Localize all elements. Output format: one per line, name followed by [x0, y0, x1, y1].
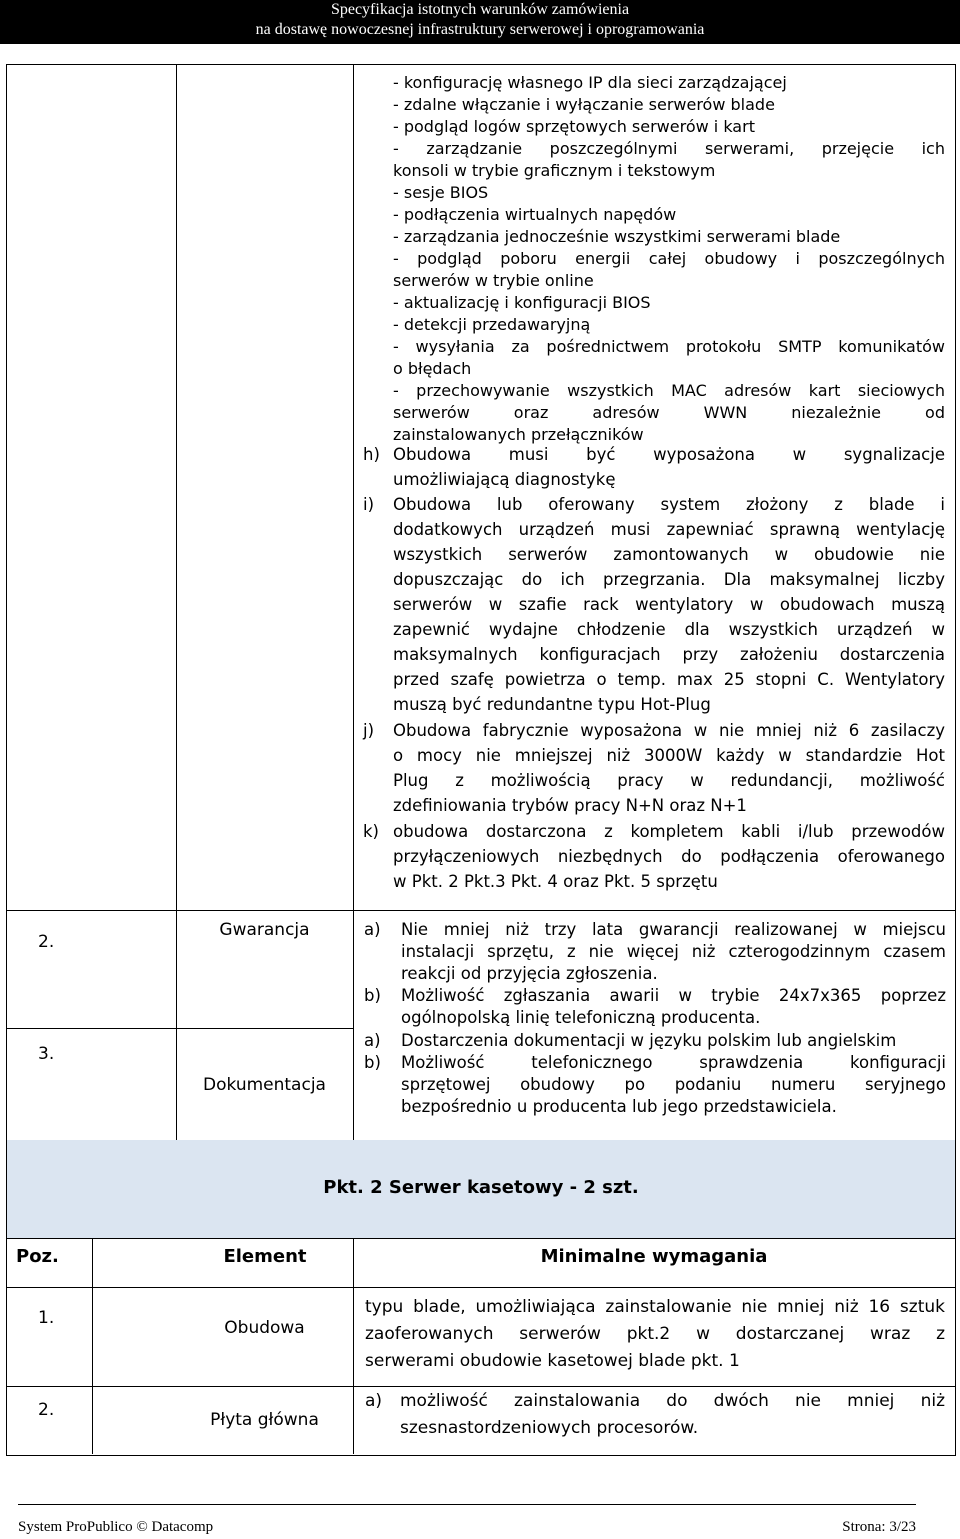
- continuation-line: zainstalowanych przełączników: [393, 425, 644, 444]
- item-line: sprzętowej obudowy po podaniu numeru seryjnego: [401, 1075, 946, 1094]
- item-label: i): [363, 495, 375, 514]
- item-label: j): [363, 721, 375, 740]
- item-label: a): [364, 920, 381, 939]
- item-line: w Pkt. 2 Pkt.3 Pkt. 4 oraz Pkt. 5 sprzętu: [393, 872, 718, 891]
- continuation-line: - zarządzanie poszczególnymi serwerami, przejęcie ich: [393, 139, 945, 158]
- row-element-name: Obudowa: [224, 1318, 305, 1338]
- item-line: o mocy nie mniejszej niż 3000W każdy w standardzie Hot: [393, 746, 945, 765]
- item-line: dodatkowych urządzeń musi zapewniać sprawną wentylację: [393, 520, 945, 539]
- continuation-line: konsoli w trybie graficznym i tekstowym: [393, 161, 716, 180]
- table2-header-divider: [6, 1287, 955, 1288]
- row-element-name: Gwarancja: [219, 920, 310, 940]
- header-poz: Poz.: [16, 1246, 59, 1267]
- item-line: Nie mniej niż trzy lata gwarancji realizowanej w miejscu: [401, 920, 946, 939]
- item-line: Obudowa musi być wyposażona w sygnalizacje: [393, 445, 945, 464]
- item-line: umożliwiającą diagnostykę: [393, 470, 616, 489]
- enclosure-items: [363, 442, 948, 902]
- header-element: Element: [223, 1246, 307, 1267]
- continuation-line: - wysyłania za pośrednictwem protokołu SMTP komunikatów: [393, 337, 945, 356]
- table1-row-divider: [6, 910, 955, 911]
- table2-col-divider-2: [353, 1238, 354, 1454]
- continuation-line: - podłączenia wirtualnych napędów: [393, 205, 677, 224]
- continuation-line: serwerów w trybie online: [393, 271, 594, 290]
- row-element-name: Płyta główna: [210, 1410, 319, 1430]
- item-line: zapewnić wydajne chłodzenie dla wszystkich urządzeń w: [393, 620, 945, 639]
- footer-left: System ProPublico © Datacomp: [18, 1519, 214, 1535]
- item-line: wszystkich serwerów zamontowanych w obudowie nie: [393, 545, 945, 564]
- continuation-line: - przechowywanie wszystkich MAC adresów kart sieciowych: [393, 381, 945, 400]
- page-footer: [18, 1519, 916, 1536]
- item-line: dopuszczając do ich przegrzania. Dla maksymalnej liczby: [393, 570, 945, 589]
- item-line: Plug z możliwością pracy w redundancji, możliwość: [393, 771, 945, 790]
- item-label: a): [365, 1391, 383, 1411]
- row-number: 3.: [38, 1044, 55, 1064]
- table1-col-divider-1: [176, 64, 177, 1140]
- row-requirements: [365, 1294, 945, 1375]
- item-label: k): [363, 822, 379, 841]
- item-label: a): [364, 1031, 381, 1050]
- item-label: h): [363, 445, 380, 464]
- item-line: przyłączeniowych niezbędnych do podłączenia oferowanego: [393, 847, 945, 866]
- row-number: 1.: [38, 1308, 55, 1328]
- item-line: Dostarczenia dokumentacji w języku polskim lub angielskim: [401, 1031, 897, 1050]
- table1-col-divider-2: [353, 64, 354, 1140]
- continuation-line: - zdalne włączanie i wyłączanie serwerów blade: [393, 95, 775, 114]
- section-title-band: [6, 1140, 956, 1238]
- item-line: serwerów w szafie rack wentylatory w obudowach muszą: [393, 595, 945, 614]
- req-line: możliwość zainstalowania do dwóch nie mniej niż: [400, 1391, 945, 1411]
- item-label: b): [364, 1053, 381, 1072]
- item-line: Obudowa fabrycznie wyposażona w nie mniej niż 6 zasilaczy: [393, 721, 945, 740]
- item-line: ogólnopolską linię telefoniczną producenta.: [401, 1008, 761, 1027]
- item-line: Obudowa lub oferowany system złożony z blade i: [393, 495, 945, 514]
- continuation-line: serwerów oraz adresów WWN niezależnie od: [393, 403, 945, 422]
- footer-rule: [18, 1504, 916, 1505]
- documentation-items: [364, 1030, 946, 1118]
- continuation-line: - konfigurację własnego IP dla sieci zarządzającej: [393, 73, 787, 92]
- req-line: serwerami obudowie kasetowej blade pkt. 1: [365, 1351, 740, 1371]
- continuation-line: - podgląd poboru energii całej obudowy i poszczególnych: [393, 249, 945, 268]
- header-line-1: Specyfikacja istotnych warunków zamówienia: [330, 1, 630, 18]
- item-line: bezpośrednio u producenta lub jego przedstawiciela.: [401, 1097, 837, 1116]
- section-title: Pkt. 2 Serwer kasetowy - 2 szt.: [323, 1177, 639, 1198]
- page-number: Strona: 3/23: [842, 1519, 916, 1535]
- req-line: szesnastordzeniowych procesorów.: [400, 1418, 699, 1438]
- row3-top-divider-left: [6, 1028, 353, 1029]
- item-line: Możliwość zgłaszania awarii w trybie 24x7x365 poprzez: [401, 986, 946, 1005]
- row-element-name: Dokumentacja: [203, 1075, 326, 1095]
- header-line-2: na dostawę nowoczesnej infrastruktury serwerowej i oprogramowania: [255, 21, 705, 38]
- item-label: b): [364, 986, 381, 1005]
- req-line: zaoferowanych serwerów pkt.2 w dostarczanej wraz z: [365, 1324, 945, 1344]
- header-min-requirements: Minimalne wymagania: [540, 1246, 768, 1267]
- continuation-line: - sesje BIOS: [393, 183, 489, 202]
- row-number: 2.: [38, 1400, 55, 1420]
- continuation-line: - aktualizację i konfiguracji BIOS: [393, 293, 651, 312]
- continuation-line: - podgląd logów sprzętowych serwerów i kart: [393, 117, 755, 136]
- item-line: instalacji sprzętu, z nie więcej niż czterogodzinnym czasem: [401, 942, 946, 961]
- continuation-line: - zarządzania jednocześnie wszystkimi serwerami blade: [393, 227, 841, 246]
- item-line: reakcji od przyjęcia zgłoszenia.: [401, 964, 658, 983]
- item-line: Możliwość telefonicznego sprawdzenia konfiguracji: [401, 1053, 946, 1072]
- row-number: 2.: [38, 932, 55, 952]
- page-header: [0, 0, 960, 44]
- item-line: maksymalnych konfiguracjach przy założeniu dostarczenia: [393, 645, 945, 664]
- item-line: muszą być redundantne typu Hot-Plug: [393, 695, 711, 714]
- warranty-items: [364, 919, 946, 1029]
- item-line: zdefiniowania trybów pracy N+N oraz N+1: [393, 796, 747, 815]
- item-line: obudowa dostarczona z kompletem kabli i/lub przewodów: [393, 822, 945, 841]
- req-line: typu blade, umożliwiająca zainstalowanie nie mniej niż 16 sztuk: [365, 1297, 945, 1317]
- continuation-list: [393, 72, 945, 446]
- item-line: przed szafę powietrza o temp. max 25 stopni C. Wentylatory: [393, 670, 945, 689]
- continuation-line: - detekcji przedawaryjną: [393, 315, 591, 334]
- table2-col-divider-1: [92, 1238, 93, 1454]
- continuation-line: o błędach: [393, 359, 472, 378]
- table2-row-divider: [6, 1386, 955, 1387]
